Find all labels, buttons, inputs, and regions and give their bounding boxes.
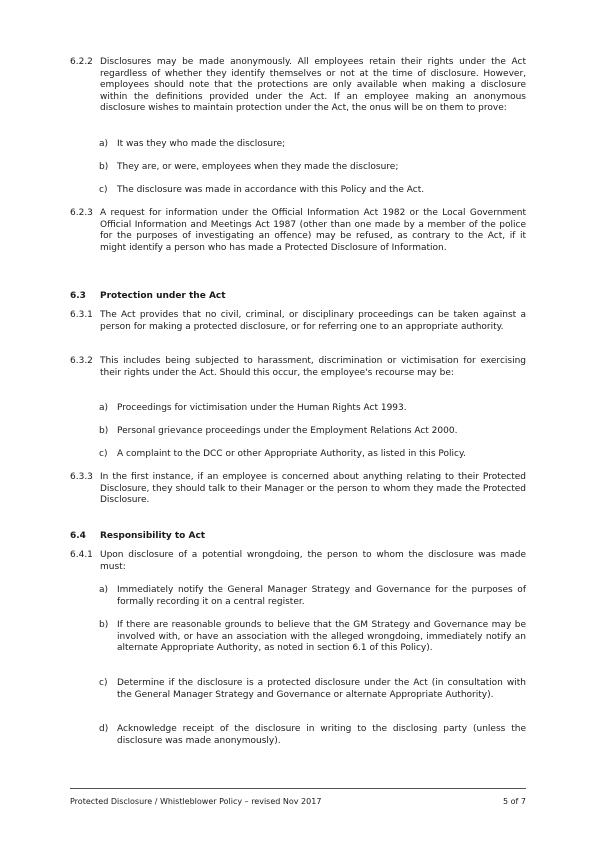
list-text: Proceedings for victimisation under the Human Rights Act 1993.: [117, 403, 407, 413]
paragraph-text: The Act provides that no civil, criminal, or disciplinary proceedings can be taken against a person for making a protected disclosure, or for referring one to an appropriate authority.: [100, 310, 526, 332]
paragraph-text: A request for information under the Official Information Act 1982 or the Local Government Official Information and Meetings Act 1987 (other than one made by a member of the police for the purposes of investigating an offence) may be refused, as contrary to the Act, if it might identify a person who has made a Protected Disclosure of Information.: [100, 208, 526, 253]
list-label: c): [99, 185, 108, 195]
list-text: Personal grievance proceedings under the Employment Relations Act 2000.: [117, 426, 458, 436]
heading-number: 6.3: [70, 291, 86, 301]
list-text: A complaint to the DCC or other Appropriate Authority, as listed in this Policy.: [117, 449, 466, 459]
paragraph-text: Upon disclosure of a potential wrongdoing, the person to whom the disclosure was made must:: [100, 550, 526, 572]
list-text: Acknowledge receipt of the disclosure in writing to the disclosing party (unless the disclosure was made anonymously).: [117, 724, 526, 746]
list-label: d): [99, 724, 109, 734]
list-label: b): [99, 162, 109, 172]
footer-divider: [70, 788, 526, 789]
list-label: a): [99, 139, 109, 149]
paragraph-number: 6.3.2: [70, 356, 93, 366]
list-label: c): [99, 678, 108, 688]
footer-title: Protected Disclosure / Whistleblower Policy – revised Nov 2017: [70, 797, 322, 806]
list-label: a): [99, 585, 109, 595]
page-number: 5 of 7: [503, 797, 526, 806]
paragraph-text: This includes being subjected to harassment, discrimination or victimisation for exercising their rights under the Act. Should this occur, the employee's recourse may be:: [100, 356, 526, 378]
list-label: b): [99, 620, 109, 630]
paragraph-number: 6.2.2: [70, 57, 93, 67]
list-text: Determine if the disclosure is a protected disclosure under the Act (in consultation with the General Manager Strategy and Governance or alternate Appropriate Authority).: [117, 678, 526, 700]
paragraph-text: Disclosures may be made anonymously. All employees retain their rights under the Act regardless of whether they identify themselves or not at the time of disclosure. However, employees should note that the protections are only available when making a disclosure within the definitions provided under the Act. If an employee making an anonymous disclosure wishes to maintain protection under the Act, the onus will be on them to prove:: [100, 57, 526, 114]
list-text: They are, or were, employees when they made the disclosure;: [117, 162, 399, 172]
paragraph-text: In the first instance, if an employee is concerned about anything relating to their Protected Disclosure, they should talk to their Manager or the person to whom they made the Protected Disclosure.: [100, 472, 526, 506]
heading-number: 6.4: [70, 531, 86, 541]
list-label: c): [99, 449, 108, 459]
list-text: If there are reasonable grounds to believe that the GM Strategy and Governance may be involved with, or have an association with the alleged wrongdoing, immediately notify an alternate Appropriate Authority, as noted in section 6.1 of this Policy).: [117, 620, 526, 654]
list-label: b): [99, 426, 109, 436]
list-text: It was they who made the disclosure;: [117, 139, 286, 149]
heading-title: Responsibility to Act: [100, 531, 206, 541]
heading-title: Protection under the Act: [100, 291, 226, 301]
paragraph-number: 6.2.3: [70, 208, 93, 218]
list-text: Immediately notify the General Manager Strategy and Governance for the purposes of formally recording it on a central register.: [117, 585, 526, 607]
paragraph-number: 6.4.1: [70, 550, 93, 560]
paragraph-number: 6.3.1: [70, 310, 93, 320]
list-label: a): [99, 403, 109, 413]
paragraph-number: 6.3.3: [70, 472, 93, 482]
list-text: The disclosure was made in accordance with this Policy and the Act.: [117, 185, 425, 195]
